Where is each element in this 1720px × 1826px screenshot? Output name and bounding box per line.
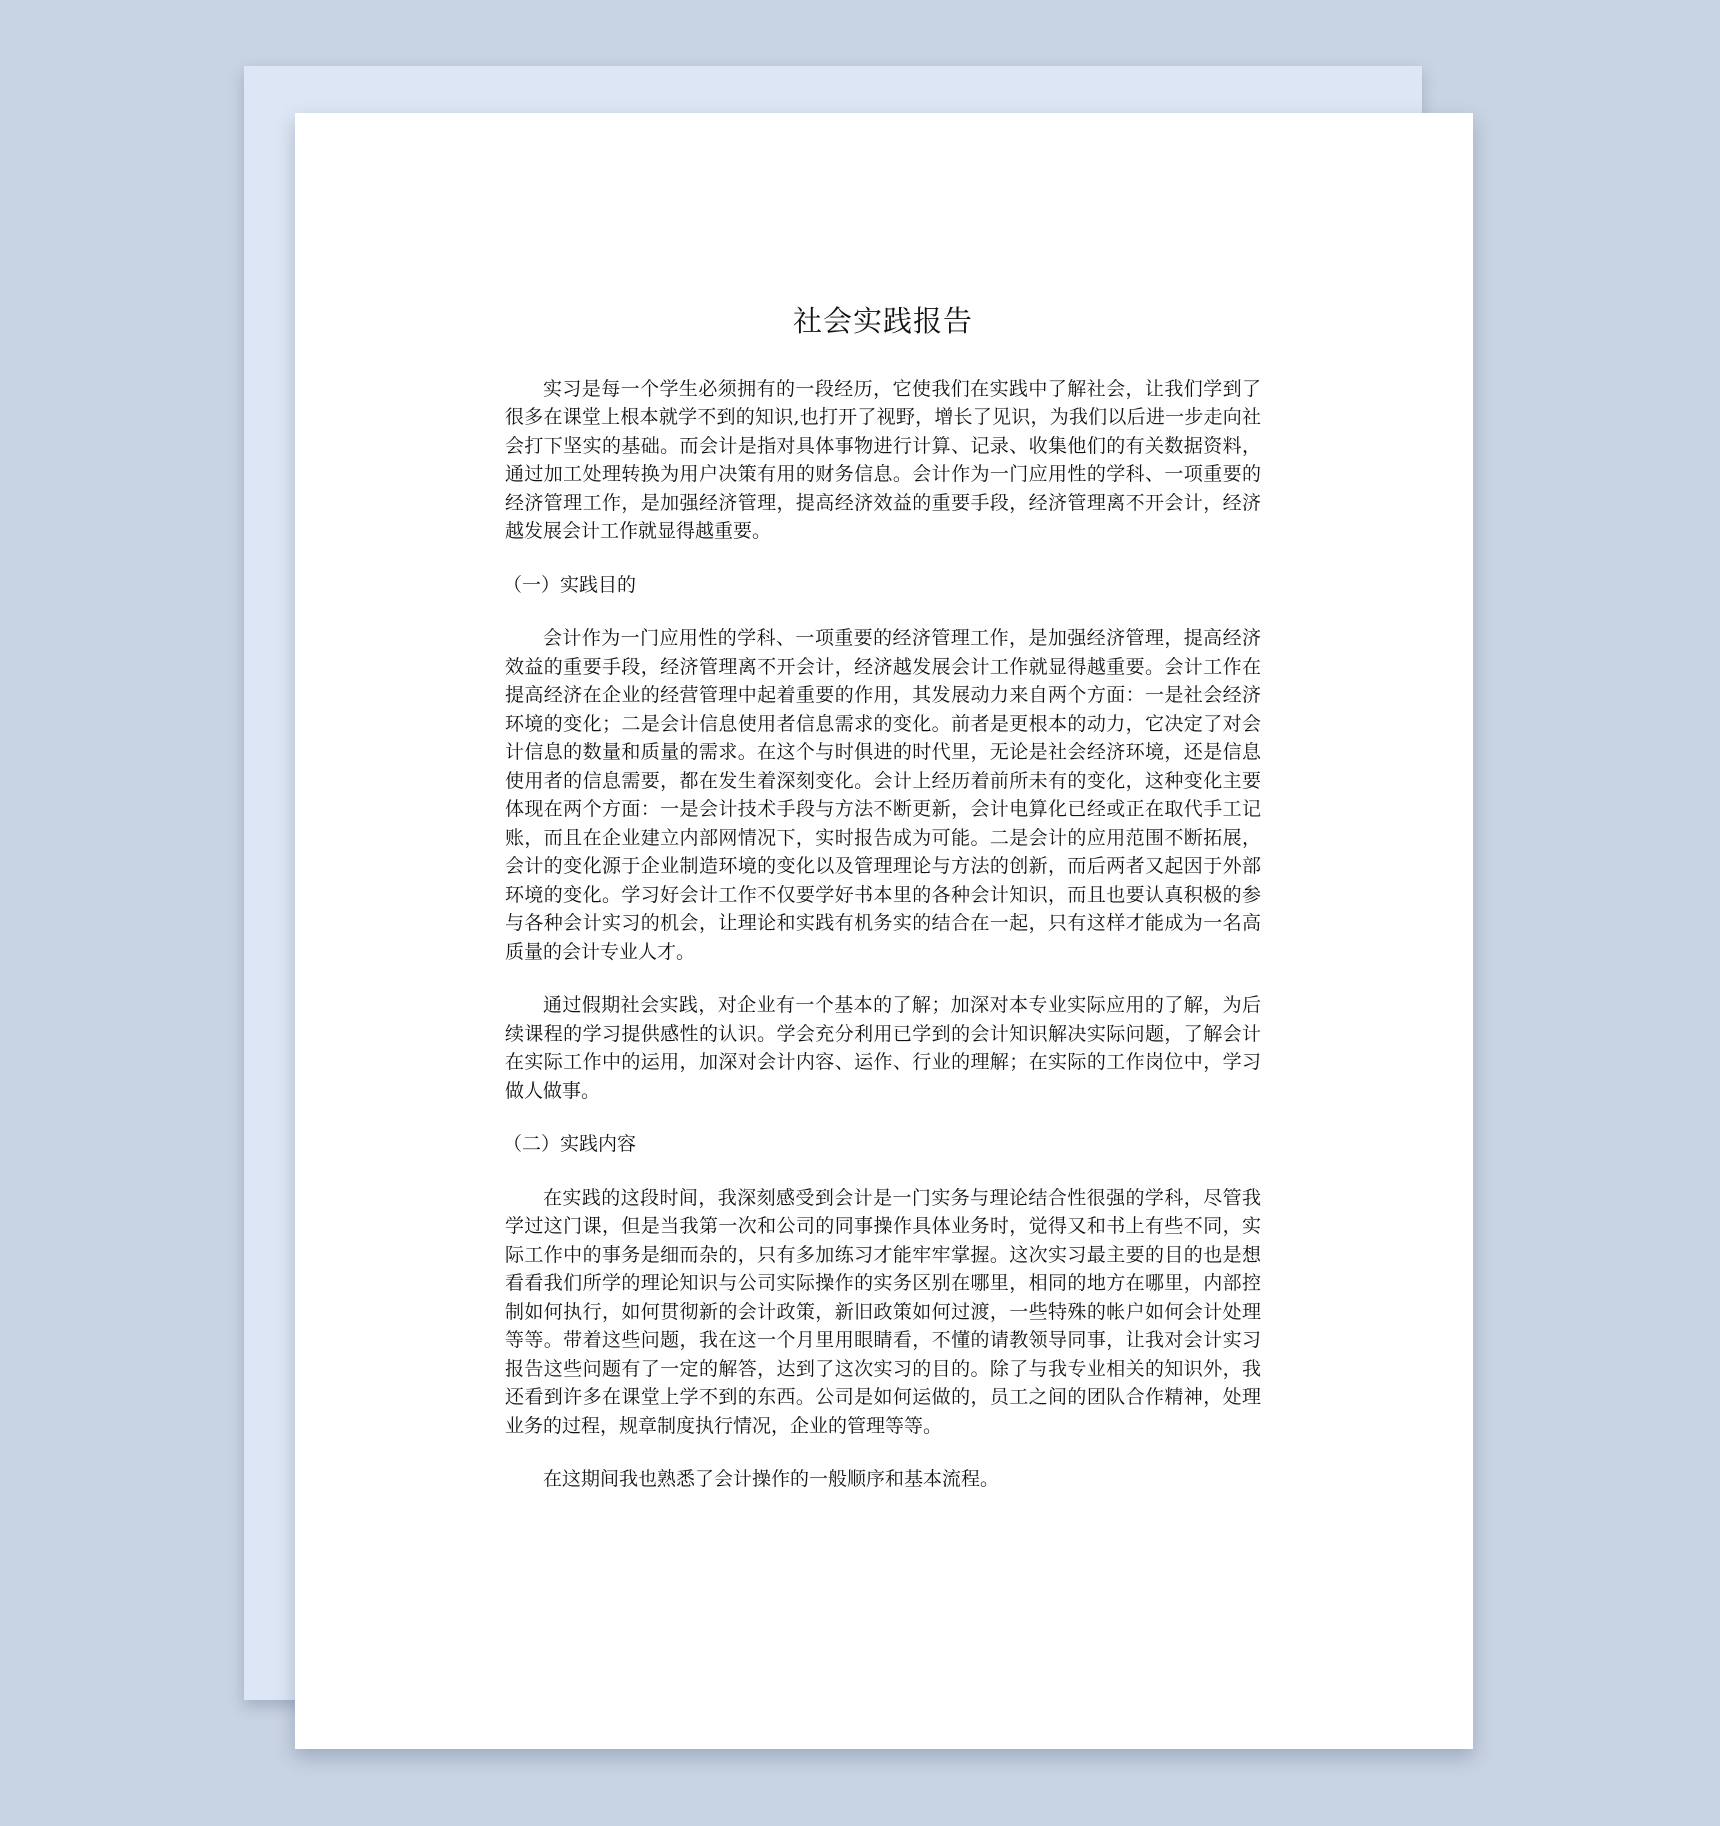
- section-heading-purpose: （一）实践目的: [503, 573, 637, 596]
- purpose-paragraph-2: 通过假期社会实践，对企业有一个基本的了解；加深对本专业实际应用的了解，为后续课程的学习提供感性的认识。学会充分利用已学到的会计知识解决实际问题，了解会计在实际工作中的运用，加深对会计内容、运作、行业的理解；在实际的工作岗位中，学习做人做事。: [505, 994, 1261, 1102]
- content-paragraph-2: 在这期间我也熟悉了会计操作的一般顺序和基本流程。: [543, 1468, 1000, 1491]
- document-body: [505, 303, 1261, 1519]
- document-title: 社会实践报告: [792, 304, 973, 338]
- section-heading-content: （二）实践内容: [503, 1133, 637, 1156]
- document-page: [295, 113, 1473, 1749]
- intro-paragraph: 实习是每一个学生必须拥有的一段经历，它使我们在实践中了解社会，让我们学到了很多在课堂上根本就学不到的知识,也打开了视野，增长了见识，为我们以后进一步走向社会打下坚实的基础。而会计是指对具体事物进行计算、记录、收集他们的有关数据资料，通过加工处理转换为用户决策有用的财务信息。会计作为一门应用性的学科、一项重要的经济管理工作，是加强经济管理，提高经济效益的重要手段，经济管理离不开会计，经济越发展会计工作就显得越重要。: [505, 377, 1261, 543]
- content-paragraph-1: 在实践的这段时间，我深刻感受到会计是一门实务与理论结合性很强的学科，尽管我学过这门课，但是当我第一次和公司的同事操作具体业务时，觉得又和书上有些不同，实际工作中的事务是细而杂的，只有多加练习才能牢牢掌握。这次实习最主要的目的也是想看看我们所学的理论知识与公司实际操作的实务区别在哪里，相同的地方在哪里，内部控制如何执行，如何贯彻新的会计政策，新旧政策如何过渡，一些特殊的帐户如何会计处理等等。带着这些问题，我在这一个月里用眼睛看，不懂的请教领导同事，让我对会计实习报告这些问题有了一定的解答，达到了这次实习的目的。除了与我专业相关的知识外，我还看到许多在课堂上学不到的东西。公司是如何运做的，员工之间的团队合作精神，处理业务的过程，规章制度执行情况，企业的管理等等。: [505, 1186, 1261, 1437]
- purpose-paragraph-1: 会计作为一门应用性的学科、一项重要的经济管理工作，是加强经济管理，提高经济效益的重要手段，经济管理离不开会计，经济越发展会计工作就显得越重要。会计工作在提高经济在企业的经营管理中起着重要的作用，其发展动力来自两个方面：一是社会经济环境的变化；二是会计信息使用者信息需求的变化。前者是更根本的动力，它决定了对会计信息的数量和质量的需求。在这个与时俱进的时代里，无论是社会经济环境，还是信息使用者的信息需要，都在发生着深刻变化。会计上经历着前所未有的变化，这种变化主要体现在两个方面：一是会计技术手段与方法不断更新，会计电算化已经或正在取代手工记账，而且在企业建立内部网情况下，实时报告成为可能。二是会计的应用范围不断拓展，会计的变化源于企业制造环境的变化以及管理理论与方法的创新，而后两者又起因于外部环境的变化。学习好会计工作不仅要学好书本里的各种会计知识，而且也要认真积极的参与各种会计实习的机会，让理论和实践有机务实的结合在一起，只有这样才能成为一名高质量的会计专业人才。: [505, 627, 1261, 963]
